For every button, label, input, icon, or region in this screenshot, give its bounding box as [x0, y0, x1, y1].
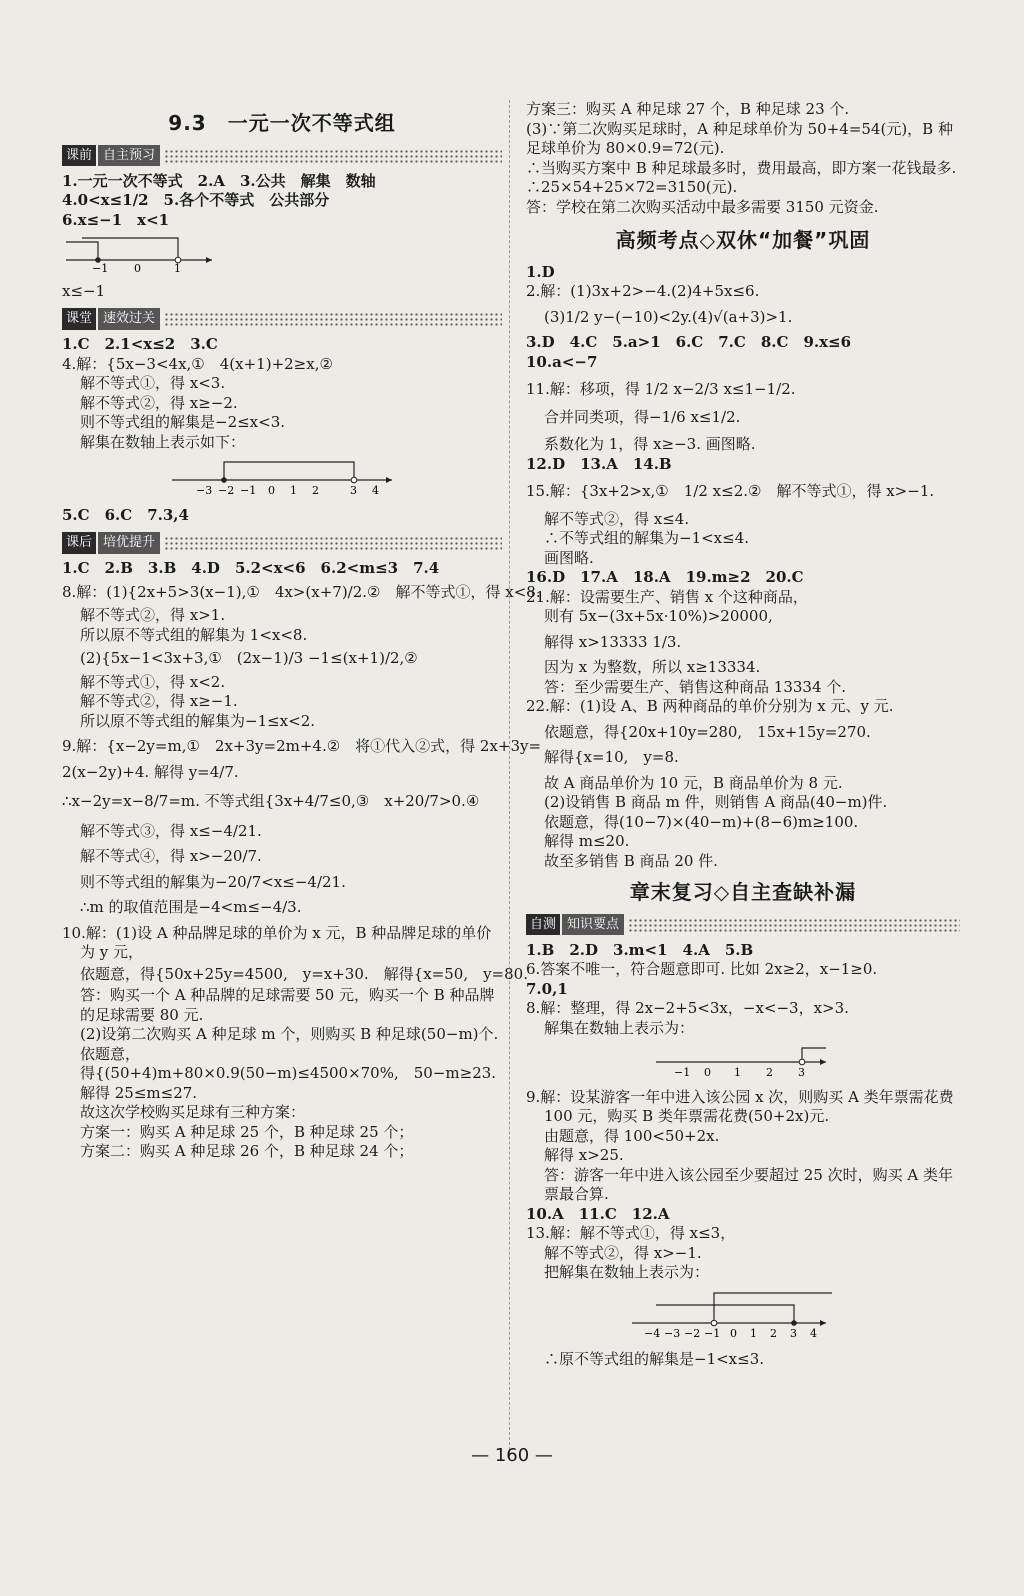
answer-line: 11.解：移项，得 1/2 x−2/3 x≤1−1/2. — [526, 380, 796, 398]
answer-line: (2)设第二次购买 A 种足球 m 个，则购买 B 种足球(50−m)个. — [80, 1025, 499, 1043]
answer-line: 10.解：(1)设 A 种品牌足球的单价为 x 元，B 种品牌足球的单价为 y 元， — [62, 923, 492, 961]
answer-line: 故这次学校购买足球有三种方案： — [80, 1103, 306, 1121]
answer-line: 4.0<x≤1/2 5.各个不等式 公共部分 — [62, 191, 330, 209]
answer-line: 解不等式④，得 x>−20/7. — [80, 847, 262, 865]
tag-label: 课前 — [62, 145, 96, 167]
section-tag — [62, 146, 502, 166]
answer-line: (2)设销售 B 商品 m 件，则销售 A 商品(40−m)件. — [544, 793, 888, 811]
answer-line: 3.D 4.C 5.a>1 6.C 7.C 8.C 9.x≤6 — [526, 333, 852, 351]
tag-label: 自主预习 — [98, 145, 160, 167]
answer-line: 10.A 11.C 12.A — [526, 1204, 670, 1223]
tag-label: 培优提升 — [98, 532, 160, 554]
answer-line: 由题意，得 100<50+2x. — [544, 1126, 720, 1145]
right-column — [526, 100, 960, 1370]
tick-label: 2 — [770, 1326, 777, 1340]
tick-label: −2 — [684, 1326, 701, 1340]
answer-line: ∴原不等式组的解集是−1<x≤3. — [544, 1350, 765, 1368]
answer-line: 故 A 商品单价为 10 元，B 商品单价为 8 元. — [544, 773, 843, 792]
answer-line: 4.解：{5x−3<4x,① 4(x+1)+2≥x,② — [62, 354, 333, 373]
answer-line: ∴当购买方案中 B 种足球最多时，费用最高，即方案一花钱最多. — [526, 158, 957, 177]
answer-line: 16.D 17.A 18.A 19.m≥2 20.C — [526, 568, 804, 586]
tick-label: 4 — [372, 484, 379, 496]
answer-line: 方案三：购买 A 种足球 27 个，B 种足球 23 个. — [526, 100, 850, 118]
tick-label: 1 — [750, 1326, 757, 1340]
answer-line: 解不等式③，得 x≤−4/21. — [80, 821, 262, 840]
tick-label: 0 — [704, 1066, 711, 1078]
answer-line: 系数化为 1，得 x≥−3. 画图略. — [544, 435, 756, 453]
tick-label: 2 — [312, 484, 319, 496]
tick-label: 2 — [766, 1066, 773, 1078]
answer-line: 解不等式②，得 x>−1. — [544, 1243, 702, 1262]
tag-label: 速效过关 — [98, 308, 160, 330]
answer-line: 2(x−2y)+4. 解得 y=4/7. — [62, 762, 239, 781]
answer-line: 所以原不等式组的解集为−1≤x<2. — [80, 711, 316, 730]
tick-label: 3 — [790, 1326, 797, 1340]
answer-line: 6.x≤−1 x<1 — [62, 210, 170, 229]
answer-line: ∴m 的取值范围是−4<m≤−4/3. — [80, 898, 302, 916]
answer-line: 答：学校在第二次购买活动中最多需要 3150 元资金. — [526, 197, 879, 216]
column-divider — [509, 100, 510, 1460]
answer-line: 10.a<−7 — [526, 352, 598, 371]
answer-line: 解不等式②，得 x≥−2. — [80, 393, 238, 412]
tag-label: 自测 — [526, 914, 560, 936]
answer-line: 合并同类项，得−1/6 x≤1/2. — [544, 407, 741, 426]
number-line-4 — [526, 1287, 956, 1341]
answer-line: x≤−1 — [62, 281, 106, 300]
section-title: 9.3 一元一次不等式组 — [168, 111, 396, 135]
section-tag — [62, 309, 502, 329]
answer-line: 22.解：(1)设 A、B 两种商品的单价分别为 x 元、y 元. — [526, 697, 894, 715]
tick-label: 3 — [798, 1066, 805, 1078]
number-line-3 — [526, 1042, 956, 1078]
answer-line: 依题意，得{50x+25y=4500, y=x+30. 解得{x=50, y=80. — [80, 964, 528, 983]
answer-line: 故至多销售 B 商品 20 件. — [544, 851, 718, 870]
answer-line: (3)1/2 y−(−10)<2y.(4)√(a+3)>1. — [544, 307, 793, 326]
answer-line: 解不等式②，得 x≥−1. — [80, 692, 238, 710]
answer-line: 解得 25≤m≤27. — [80, 1083, 198, 1102]
answer-line: 9.解：{x−2y=m,① 2x+3y=2m+4.② 将①代入②式，得 2x+3y= — [62, 737, 542, 755]
tick-label: −1 — [704, 1326, 721, 1340]
section-tag — [62, 533, 502, 553]
answer-line: 因为 x 为整数，所以 x≥13334. — [544, 658, 761, 676]
answer-line: ∴25×54+25×72=3150(元). — [526, 178, 738, 196]
section-title: 高频考点◇双休“加餐”巩固 — [615, 228, 871, 252]
section-tag — [526, 915, 960, 935]
tick-label: 0 — [268, 484, 275, 496]
answer-line: 依题意， — [80, 1044, 141, 1063]
answer-line: 9.解：设某游客一年中进入该公园 x 次，则购买 A 类年票需花费 100 元，购买 B 类年票需花费(50+2x)元. — [526, 1087, 954, 1125]
page-number-value: 160 — [494, 1445, 530, 1466]
tick-label: −3 — [196, 484, 213, 496]
answer-line: 解得 m≤20. — [544, 832, 630, 850]
answer-line: 21.解：设需要生产、销售 x 个这种商品， — [526, 587, 808, 606]
tick-label: −1 — [240, 484, 257, 496]
answer-line: (2){5x−1<3x+3,① (2x−1)/3 −1≤(x+1)/2,② — [80, 649, 418, 667]
answer-line: 方案二：购买 A 种足球 26 个，B 种足球 24 个； — [80, 1142, 414, 1160]
answer-line: 1.一元一次不等式 2.A 3.公共 解集 数轴 — [62, 171, 376, 190]
answer-line: 解不等式②，得 x≤4. — [544, 509, 690, 528]
answer-line: 把解集在数轴上表示为： — [544, 1263, 710, 1281]
answer-line: 解集在数轴上表示如下： — [80, 432, 246, 451]
answer-line: 画图略. — [544, 548, 594, 567]
answer-line: 1.B 2.D 3.m<1 4.A 5.B — [526, 940, 754, 959]
answer-line: 解得 x>25. — [544, 1146, 624, 1164]
tag-label: 课堂 — [62, 308, 96, 330]
tick-label: −2 — [218, 484, 235, 496]
answer-line: 方案一：购买 A 种足球 25 个，B 种足球 25 个； — [80, 1122, 414, 1141]
tick-label: 3 — [350, 484, 357, 496]
answer-line: 1.C 2.B 3.B 4.D 5.2<x<6 6.2<m≤3 7.4 — [62, 559, 440, 577]
section-title: 章末复习◇自主查缺补漏 — [629, 880, 857, 904]
answer-line: 答：游客一年中进入该公园至少要超过 25 次时，购买 A 类年票最合算. — [544, 1165, 953, 1203]
answer-line: 则不等式组的解集为−20/7<x≤−4/21. — [80, 872, 346, 891]
answer-line: 答：至少需要生产、销售这种商品 13334 个. — [544, 677, 847, 696]
answer-line: 5.C 6.C 7.3,4 — [62, 505, 189, 524]
answer-line: 得{(50+4)m+80×0.9(50−m)≤4500×70%, 50−m≥23. — [80, 1064, 497, 1082]
answer-line: 依题意，得{20x+10y=280, 15x+15y=270. — [544, 722, 871, 741]
number-line-1 — [62, 234, 222, 272]
tick-label: 1 — [734, 1066, 741, 1078]
tick-label: 1 — [290, 484, 297, 496]
answer-line: 1.D — [526, 262, 555, 281]
answer-line: 解集在数轴上表示为： — [544, 1018, 695, 1037]
answer-line: 6.答案不唯一，符合题意即可. 比如 2x≥2，x−1≥0. — [526, 960, 878, 978]
tick-label: −4 — [644, 1326, 661, 1340]
answer-line: 解不等式②，得 x>1. — [80, 606, 226, 624]
tick-label: −3 — [664, 1326, 681, 1340]
tick-label: 4 — [810, 1326, 817, 1340]
answer-line: 8.解：整理，得 2x−2+5<3x，−x<−3，x>3. — [526, 999, 849, 1017]
answer-line: 13.解：解不等式①，得 x≤3， — [526, 1224, 736, 1242]
answer-line: 7.0,1 — [526, 979, 568, 998]
tag-label: 课后 — [62, 532, 96, 554]
page-number: — 160 — — [471, 1445, 553, 1466]
answer-line: 解得{x=10, y=8. — [544, 748, 679, 766]
answer-line: 解不等式①，得 x<2. — [80, 672, 226, 691]
answer-line: (3)∵第二次购买足球时，A 种足球单价为 50+4=54(元)，B 种足球单价为 80×0.9=72(元). — [526, 119, 953, 157]
tick-label: 1 — [174, 262, 181, 272]
answer-line: ∴x−2y=x−8/7=m. 不等式组{3x+4/7≤0,③ x+20/7>0.④ — [62, 792, 480, 810]
answer-line: 15.解：{3x+2>x,① 1/2 x≤2.② 解不等式①，得 x>−1. — [526, 482, 935, 500]
answer-line: 1.C 2.1<x≤2 3.C — [62, 335, 218, 353]
answer-line: 答：购买一个 A 种品牌的足球需要 50 元，购买一个 B 种品牌的足球需要 80 元. — [80, 986, 495, 1024]
answer-line: 解不等式①，得 x<3. — [80, 374, 226, 392]
tick-label: −1 — [92, 262, 109, 272]
tick-label: 0 — [134, 262, 141, 272]
answer-line: 解得 x>13333 1/3. — [544, 632, 682, 651]
answer-line: 所以原不等式组的解集为 1<x<8. — [80, 625, 308, 644]
tick-label: 0 — [730, 1326, 737, 1340]
answer-line: 8.解：(1){2x+5>3(x−1),① 4x>(x+7)/2.② 解不等式①，得 x<8. — [62, 582, 541, 601]
answer-line: 则有 5x−(3x+5x·10%)>20000, — [544, 607, 773, 625]
tick-label: −1 — [674, 1066, 691, 1078]
tag-label: 知识要点 — [562, 914, 624, 936]
number-line-2 — [62, 456, 502, 496]
answer-line: ∴不等式组的解集为−1<x≤4. — [544, 529, 750, 547]
answer-line: 2.解：(1)3x+2>−4.(2)4+5x≤6. — [526, 282, 760, 300]
answer-line: 依题意，得(10−7)×(40−m)+(8−6)m≥100. — [544, 812, 859, 831]
answer-line: 12.D 13.A 14.B — [526, 454, 672, 473]
answer-line: 则不等式组的解集是−2≤x<3. — [80, 413, 286, 431]
